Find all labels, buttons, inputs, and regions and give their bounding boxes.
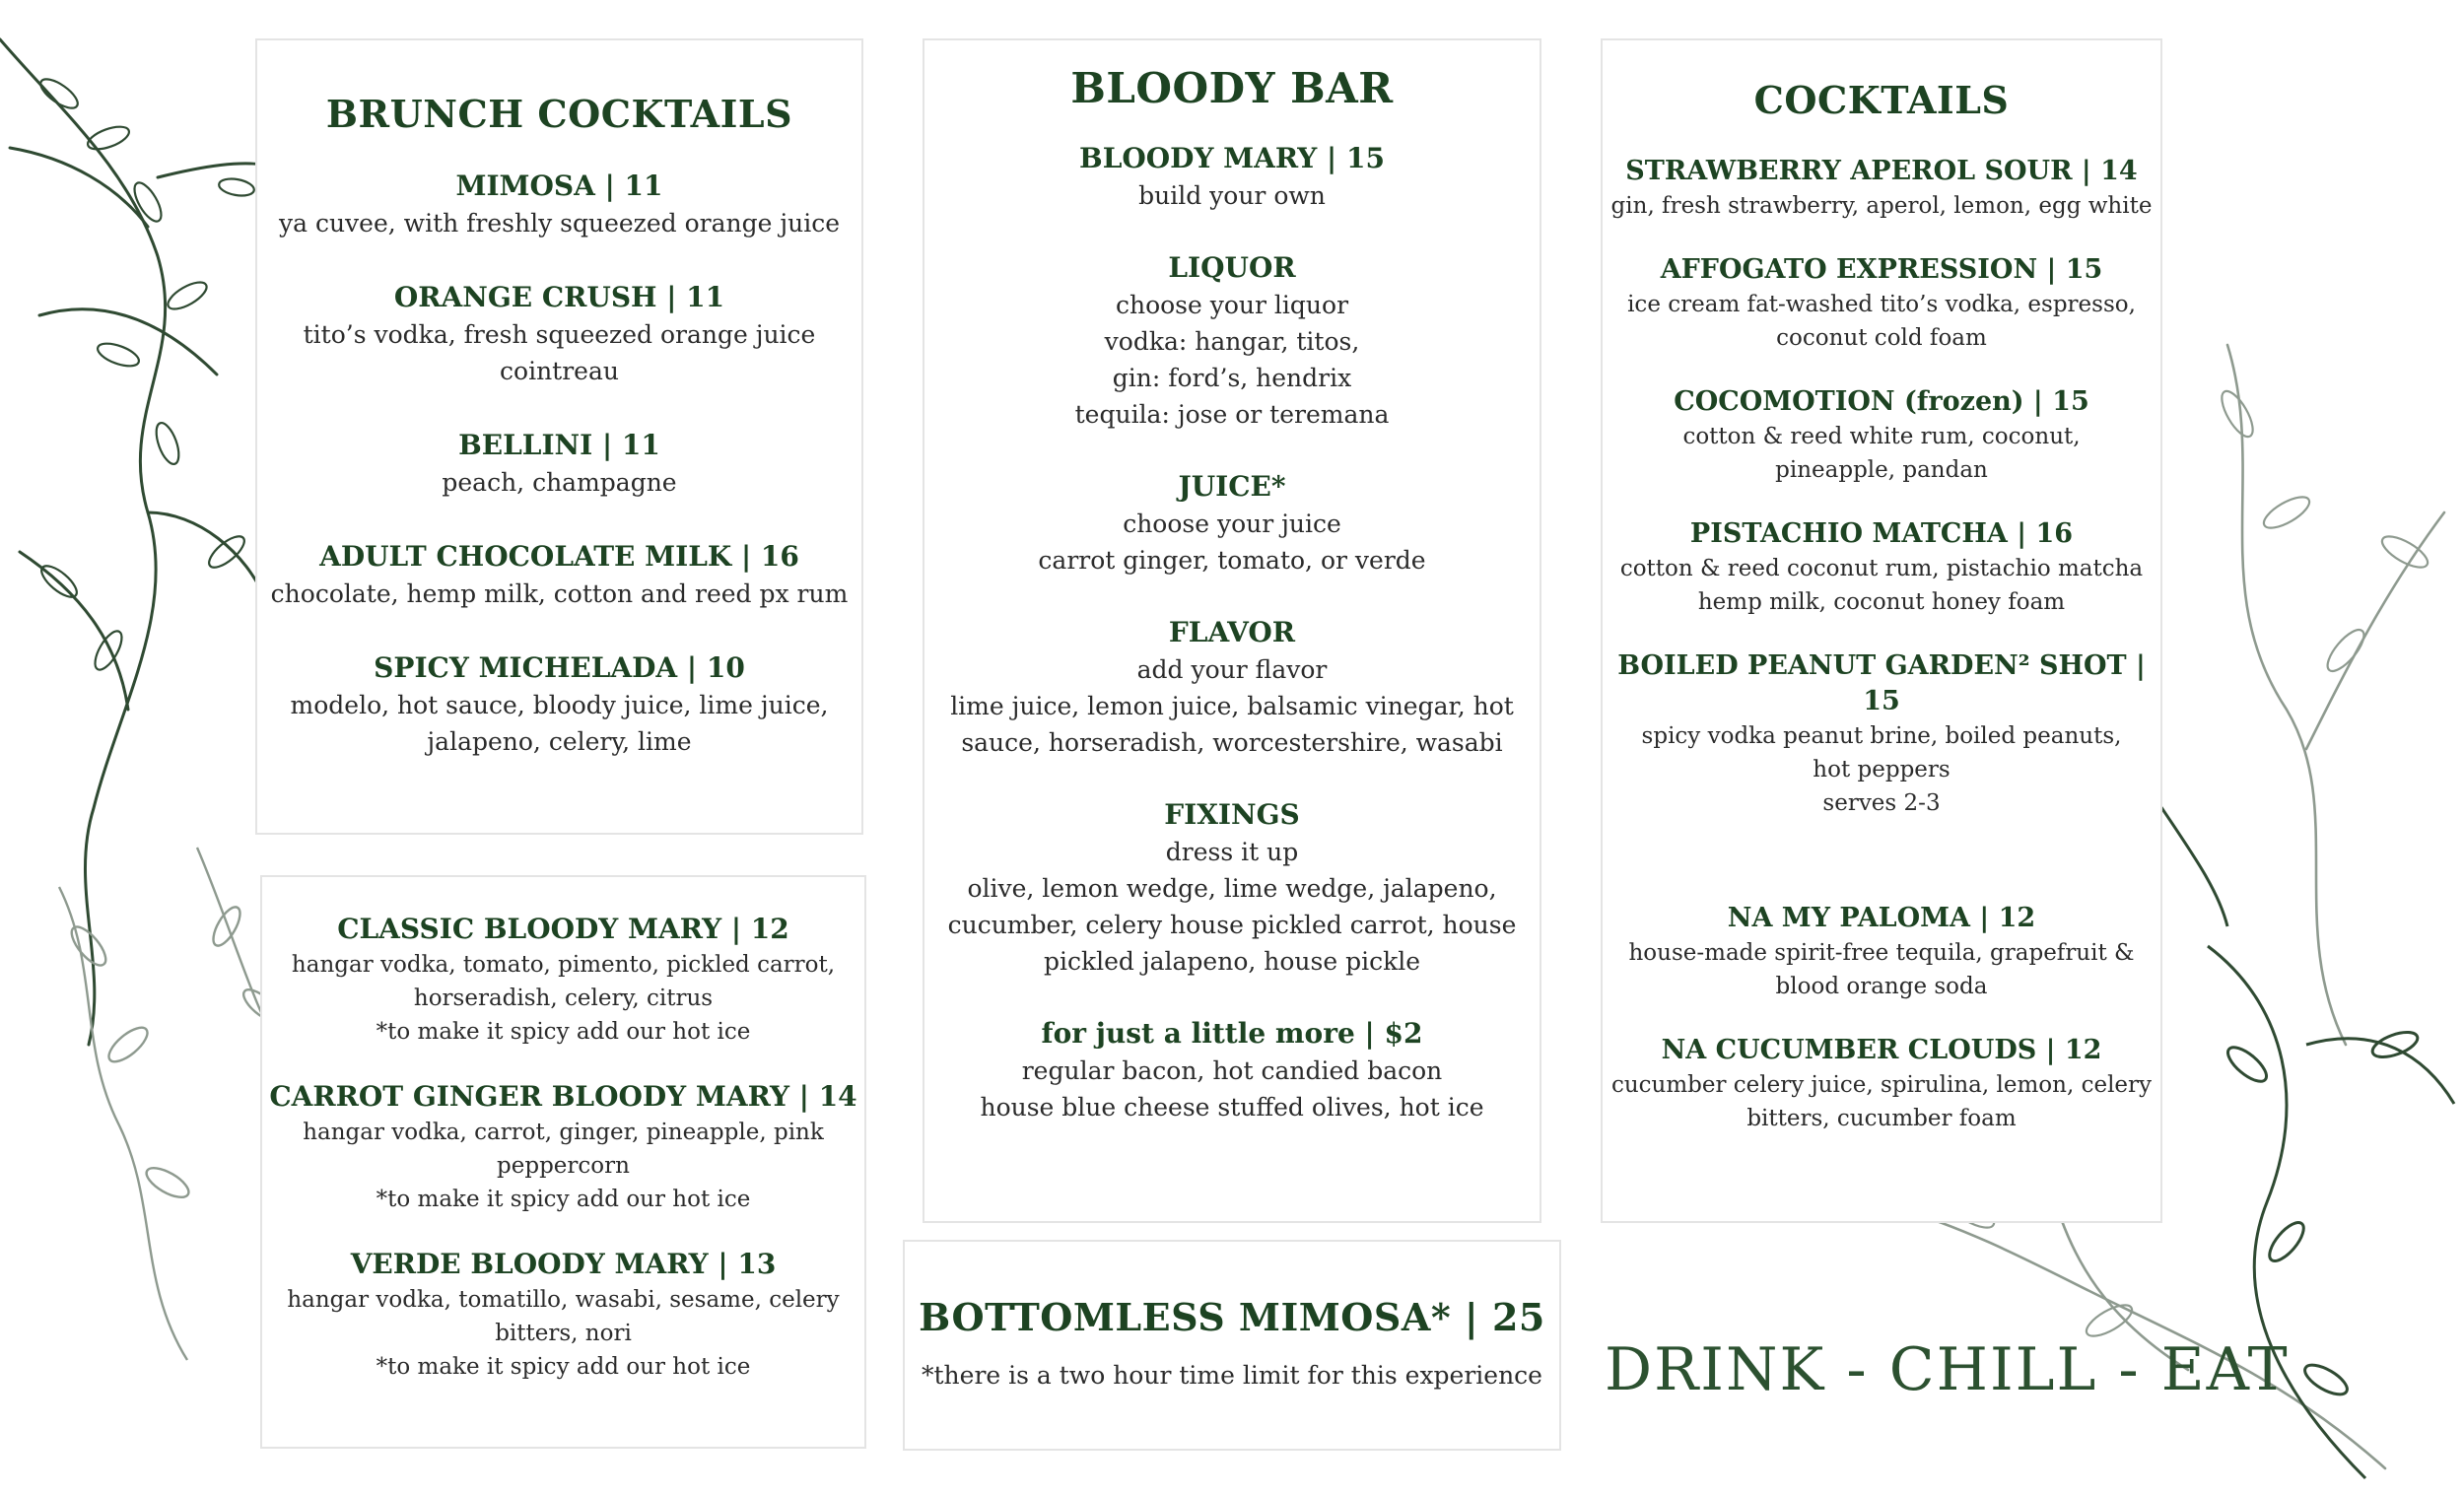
menu-item xyxy=(257,427,861,501)
item-description: spicy vodka peanut brine, boiled peanuts, xyxy=(1641,723,2122,749)
item-name: PISTACHIO MATCHA | 16 xyxy=(1689,518,2074,549)
time-limit-note: *there is a two hour time limit for this experience xyxy=(922,1361,1542,1390)
item-description: horseradish, celery, citrus xyxy=(413,986,714,1011)
item-description: vodka: hangar, titos, xyxy=(1104,327,1360,356)
item-description: regular bacon, hot candied bacon xyxy=(1021,1056,1443,1085)
item-description: ya cuvee, with freshly squeezed orange juice xyxy=(278,209,840,238)
item-name: FLAVOR xyxy=(1168,616,1296,648)
item-description: hemp milk, coconut honey foam xyxy=(1697,589,2066,615)
menu-item xyxy=(1603,648,2160,820)
menu-item xyxy=(257,279,861,389)
menu-item xyxy=(262,1078,864,1216)
item-description: sauce, horseradish, worcestershire, wasabi xyxy=(961,728,1503,757)
bottomless-mimosa-panel xyxy=(903,1240,1561,1451)
item-description: chocolate, hemp milk, cotton and reed px rum xyxy=(270,579,849,608)
item-description: choose your liquor xyxy=(1115,291,1349,319)
item-description: modelo, hot sauce, bloody juice, lime juice, xyxy=(290,691,829,719)
item-description: cotton & reed coconut rum, pistachio matcha xyxy=(1619,556,2144,581)
spicy-note: *to make it spicy add our hot ice xyxy=(376,1187,751,1212)
item-name: SPICY MICHELADA | 10 xyxy=(374,651,745,684)
item-name: STRAWBERRY APEROL SOUR | 14 xyxy=(1625,156,2138,186)
menu-item xyxy=(1603,1033,2160,1135)
menu-item xyxy=(1603,252,2160,355)
item-description: cotton & reed white rum, coconut, xyxy=(1682,424,2081,449)
item-description: choose your juice xyxy=(1123,510,1341,538)
menu-item xyxy=(1603,384,2160,487)
item-name: ADULT CHOCOLATE MILK | 16 xyxy=(319,540,799,573)
spicy-note: *to make it spicy add our hot ice xyxy=(376,1019,751,1045)
item-description: bitters, cucumber foam xyxy=(1746,1106,2017,1131)
item-description: peppercorn xyxy=(497,1153,630,1179)
menu-item xyxy=(257,649,861,760)
section-title: BRUNCH COCKTAILS xyxy=(325,92,793,136)
menu-item xyxy=(1603,901,2160,1003)
item-name: BELLINI | 11 xyxy=(458,429,660,461)
item-name: BOILED PEANUT GARDEN² SHOT | 15 xyxy=(1617,650,2146,716)
item-name: LIQUOR xyxy=(1168,251,1296,284)
item-description: bitters, nori xyxy=(495,1321,632,1346)
menu-item xyxy=(924,140,1540,214)
item-description: hangar vodka, tomato, pimento, pickled carrot, xyxy=(291,952,836,978)
item-description: peach, champagne xyxy=(442,468,677,497)
item-description: cointreau xyxy=(500,357,619,385)
item-description: gin: ford’s, hendrix xyxy=(1112,364,1352,392)
item-description: tequila: jose or teremana xyxy=(1074,400,1390,429)
section-title: COCKTAILS xyxy=(1753,78,2010,122)
item-description: olive, lemon wedge, lime wedge, jalapeno, xyxy=(967,874,1497,903)
item-description: pineapple, pandan xyxy=(1775,457,1988,483)
item-name: for just a little more | $2 xyxy=(1041,1017,1423,1050)
bottomless-title: BOTTOMLESS MIMOSA* | 25 xyxy=(919,1295,1545,1339)
item-description: dress it up xyxy=(1165,838,1299,866)
item-description: cucumber celery juice, spirulina, lemon, celery xyxy=(1610,1072,2153,1098)
menu-item xyxy=(262,911,864,1049)
bloody-bar-panel xyxy=(923,38,1541,1223)
item-description: lime juice, lemon juice, balsamic vinegar, hot xyxy=(950,692,1514,720)
item-description: house-made spirit-free tequila, grapefruit & xyxy=(1628,940,2135,966)
menu-item xyxy=(924,468,1540,578)
menu-item xyxy=(924,1015,1540,1125)
item-description: add your flavor xyxy=(1136,655,1328,684)
item-name: NA MY PALOMA | 12 xyxy=(1727,903,2036,933)
menu-item xyxy=(924,796,1540,980)
menu-item xyxy=(257,538,861,612)
item-description: tito’s vodka, fresh squeezed orange juice xyxy=(303,320,816,349)
item-name: AFFOGATO EXPRESSION | 15 xyxy=(1660,254,2103,285)
item-name: ORANGE CRUSH | 11 xyxy=(393,281,725,313)
item-description: hangar vodka, carrot, ginger, pineapple, pink xyxy=(303,1120,824,1145)
menu-item xyxy=(924,249,1540,433)
item-name: VERDE BLOODY MARY | 13 xyxy=(350,1248,777,1280)
menu-item xyxy=(924,614,1540,761)
brunch-cocktails-panel xyxy=(255,38,863,835)
menu-item xyxy=(262,1246,864,1384)
item-description: coconut cold foam xyxy=(1776,325,1987,351)
item-name: CLASSIC BLOODY MARY | 12 xyxy=(337,913,789,945)
item-description: build your own xyxy=(1138,181,1326,210)
item-name: FIXINGS xyxy=(1164,798,1300,831)
item-description: hangar vodka, tomatillo, wasabi, sesame, celery xyxy=(287,1287,840,1313)
cocktails-panel xyxy=(1601,38,2162,1223)
item-description: house blue cheese stuffed olives, hot ice xyxy=(980,1093,1484,1122)
spicy-note: *to make it spicy add our hot ice xyxy=(376,1354,751,1380)
menu-item xyxy=(257,168,861,241)
bloody-marys-panel xyxy=(260,875,866,1449)
item-description: serves 2-3 xyxy=(1822,790,1941,816)
item-description: ice cream fat-washed tito’s vodka, espresso, xyxy=(1627,292,2136,317)
item-description: cucumber, celery house pickled carrot, house xyxy=(947,911,1517,939)
item-name: JUICE* xyxy=(1178,470,1286,503)
item-name: COCOMOTION (frozen) | 15 xyxy=(1674,386,2089,417)
menu-item xyxy=(1603,516,2160,619)
item-description: blood orange soda xyxy=(1775,974,1988,999)
item-name: CARROT GINGER BLOODY MARY | 14 xyxy=(269,1080,857,1113)
item-description: gin, fresh strawberry, aperol, lemon, egg white xyxy=(1610,193,2153,219)
item-name: MIMOSA | 11 xyxy=(455,170,663,202)
item-description: carrot ginger, tomato, or verde xyxy=(1038,546,1426,575)
section-title: BLOODY BAR xyxy=(1070,64,1394,112)
item-name: BLOODY MARY | 15 xyxy=(1079,142,1385,174)
item-description: hot peppers xyxy=(1813,757,1951,782)
menu-item xyxy=(1603,154,2160,223)
item-description: pickled jalapeno, house pickle xyxy=(1043,947,1421,976)
item-description: jalapeno, celery, lime xyxy=(427,727,692,756)
item-name: NA CUCUMBER CLOUDS | 12 xyxy=(1661,1035,2102,1065)
tagline: DRINK - CHILL - EAT xyxy=(1605,1335,2290,1404)
